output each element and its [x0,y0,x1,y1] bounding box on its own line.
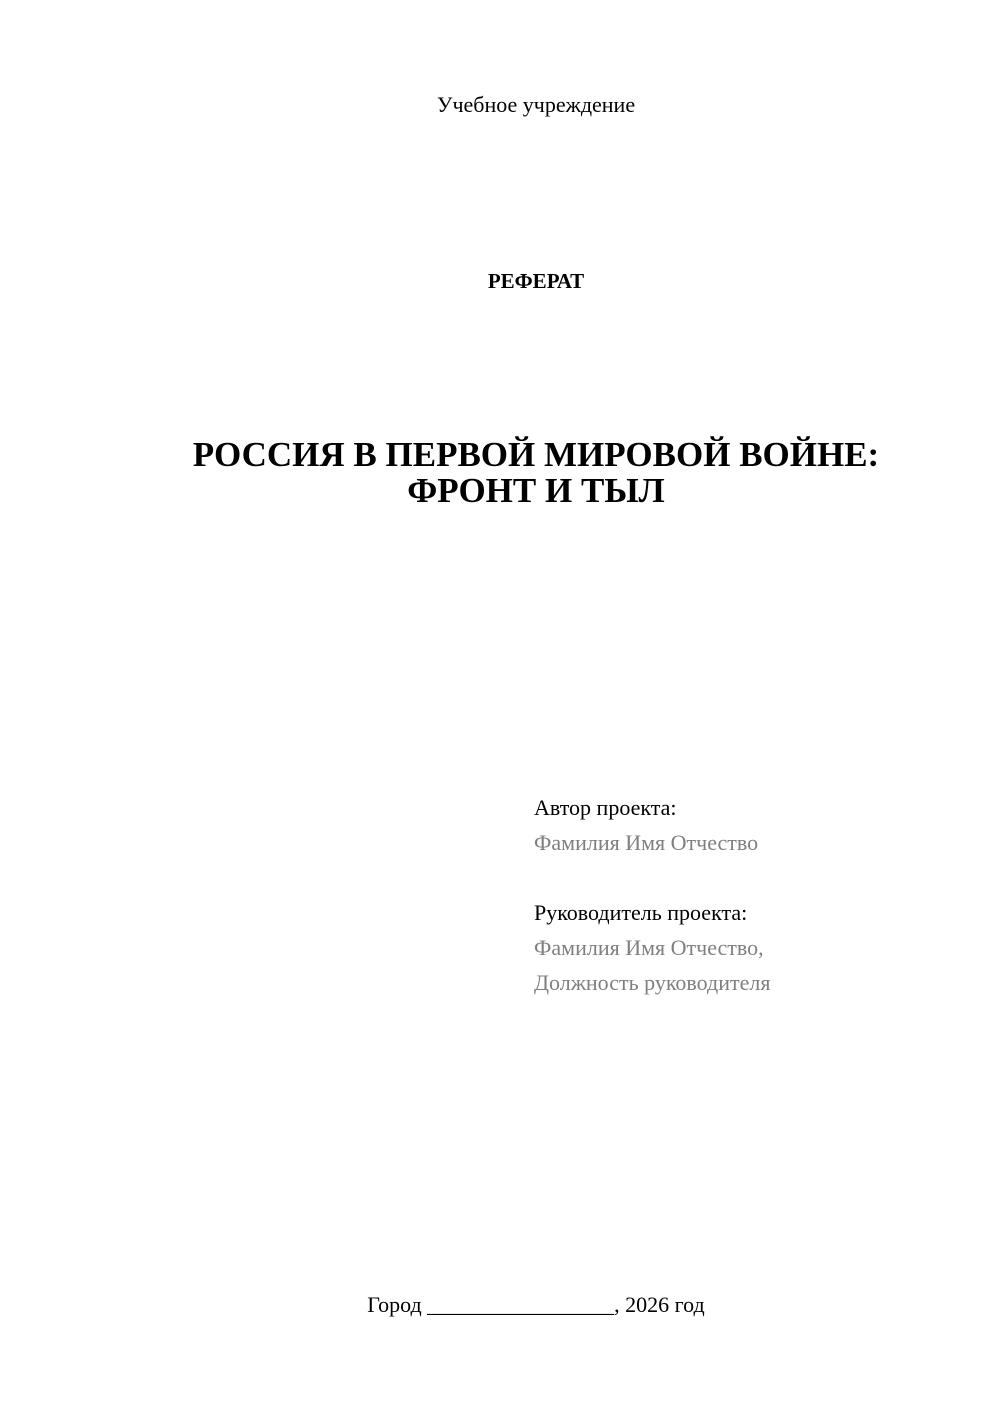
city-year-line: Город _________________, 2026 год [367,1292,705,1317]
author-label: Автор проекта: [534,795,677,820]
title-line-1: РОССИЯ В ПЕРВОЙ МИРОВОЙ ВОЙНЕ: [192,435,880,474]
supervisor-label: Руководитель проекта: [534,900,748,925]
document-title [0,437,1000,509]
author-name: Фамилия Имя Отчество [534,830,759,855]
credits-block [534,790,974,1000]
document-type: РЕФЕРАТ [487,269,585,293]
credits-spacer [534,860,974,895]
supervisor-name: Фамилия Имя Отчество, [534,935,764,960]
supervisor-position: Должность руководителя [534,970,771,995]
title-line-2: ФРОНТ И ТЫЛ [407,471,665,510]
institution-name: Учебное учреждение [436,92,636,117]
